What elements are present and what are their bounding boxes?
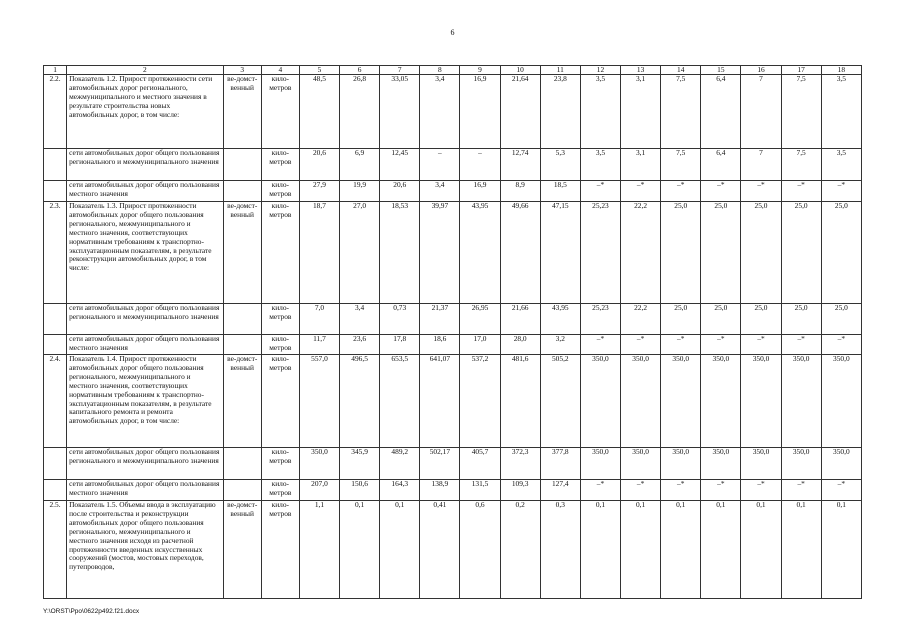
value-cell: –* bbox=[580, 480, 620, 501]
value-cell: –* bbox=[580, 181, 620, 202]
value-cell: 22,2 bbox=[621, 202, 661, 304]
value-cell: 3,5 bbox=[580, 149, 620, 181]
indicator-type: ве-домст-венный bbox=[223, 202, 261, 304]
value-cell: –* bbox=[701, 335, 741, 355]
value-cell: 537,2 bbox=[460, 355, 500, 448]
value-cell: 350,0 bbox=[701, 448, 741, 480]
table-row bbox=[44, 448, 862, 480]
value-cell: 3,5 bbox=[821, 75, 861, 149]
value-cell: 22,2 bbox=[621, 304, 661, 335]
value-cell: 0,6 bbox=[460, 501, 500, 599]
value-cell: 350,0 bbox=[661, 355, 701, 448]
value-cell: 138,9 bbox=[420, 480, 460, 501]
value-cell: 377,8 bbox=[540, 448, 580, 480]
value-cell: 481,6 bbox=[500, 355, 540, 448]
table-row bbox=[44, 202, 862, 304]
value-cell: 48,5 bbox=[299, 75, 339, 149]
value-cell: 18,7 bbox=[299, 202, 339, 304]
value-cell: 23,6 bbox=[340, 335, 380, 355]
value-cell: 350,0 bbox=[580, 355, 620, 448]
value-cell: 350,0 bbox=[621, 448, 661, 480]
column-number: 10 bbox=[500, 66, 540, 75]
unit-cell: кило-метров bbox=[261, 335, 299, 355]
row-number: 2.3. bbox=[44, 202, 67, 304]
value-cell: 21,66 bbox=[500, 304, 540, 335]
value-cell: 7 bbox=[741, 75, 781, 149]
value-cell: –* bbox=[741, 480, 781, 501]
value-cell: 26,95 bbox=[460, 304, 500, 335]
value-cell: 12,45 bbox=[380, 149, 420, 181]
value-cell: 25,23 bbox=[580, 304, 620, 335]
value-cell: 25,0 bbox=[781, 304, 821, 335]
value-cell: 23,8 bbox=[540, 75, 580, 149]
value-cell: 7,0 bbox=[299, 304, 339, 335]
value-cell: 350,0 bbox=[661, 448, 701, 480]
value-cell: 0,1 bbox=[701, 501, 741, 599]
indicator-type: ве-домст-венный bbox=[223, 75, 261, 149]
unit-cell: кило-метров bbox=[261, 304, 299, 335]
value-cell: –* bbox=[781, 480, 821, 501]
value-cell: 350,0 bbox=[580, 448, 620, 480]
table-row bbox=[44, 75, 862, 149]
value-cell: 557,0 bbox=[299, 355, 339, 448]
value-cell: 21,64 bbox=[500, 75, 540, 149]
table-row bbox=[44, 304, 862, 335]
value-cell: –* bbox=[661, 480, 701, 501]
value-cell: 7,5 bbox=[661, 149, 701, 181]
row-number bbox=[44, 448, 67, 480]
unit-cell: кило-метров bbox=[261, 75, 299, 149]
value-cell: 350,0 bbox=[781, 448, 821, 480]
value-cell: 25,0 bbox=[781, 202, 821, 304]
value-cell: – bbox=[420, 149, 460, 181]
value-cell: 21,37 bbox=[420, 304, 460, 335]
value-cell: 8,9 bbox=[500, 181, 540, 202]
value-cell: –* bbox=[821, 335, 861, 355]
column-number: 11 bbox=[540, 66, 580, 75]
value-cell: 150,6 bbox=[340, 480, 380, 501]
value-cell: 0,1 bbox=[580, 501, 620, 599]
value-cell: 3,4 bbox=[340, 304, 380, 335]
value-cell: 18,53 bbox=[380, 202, 420, 304]
unit-cell: кило-метров bbox=[261, 202, 299, 304]
indicator-type bbox=[223, 335, 261, 355]
value-cell: 3,4 bbox=[420, 75, 460, 149]
value-cell: 27,9 bbox=[299, 181, 339, 202]
value-cell: 5,3 bbox=[540, 149, 580, 181]
value-cell: 350,0 bbox=[741, 448, 781, 480]
indicator-name: сети автомобильных дорог общего пользования регионального и межмуниципального значения bbox=[67, 448, 224, 480]
value-cell: 39,97 bbox=[420, 202, 460, 304]
value-cell: 489,2 bbox=[380, 448, 420, 480]
row-number bbox=[44, 304, 67, 335]
column-number: 12 bbox=[580, 66, 620, 75]
indicator-type bbox=[223, 181, 261, 202]
indicator-name: Показатель 1.2. Прирост протяженности сети автомобильных дорог регионального, межмуниципального и местного значения в результате строительства новых автомобильных дорог, в том числе: bbox=[67, 75, 224, 149]
table-row bbox=[44, 355, 862, 448]
unit-cell: кило-метров bbox=[261, 355, 299, 448]
indicator-name: сети автомобильных дорог общего пользования местного значения bbox=[67, 335, 224, 355]
value-cell: 350,0 bbox=[781, 355, 821, 448]
column-number: 9 bbox=[460, 66, 500, 75]
value-cell: –* bbox=[821, 480, 861, 501]
table-row bbox=[44, 501, 862, 599]
row-number: 2.5. bbox=[44, 501, 67, 599]
value-cell: 3,1 bbox=[621, 149, 661, 181]
value-cell: 109,3 bbox=[500, 480, 540, 501]
row-number bbox=[44, 335, 67, 355]
value-cell: 0,73 bbox=[380, 304, 420, 335]
value-cell: 25,23 bbox=[580, 202, 620, 304]
unit-cell: кило-метров bbox=[261, 480, 299, 501]
value-cell: 28,0 bbox=[500, 335, 540, 355]
value-cell: 43,95 bbox=[460, 202, 500, 304]
indicator-type: ве-домст-венный bbox=[223, 355, 261, 448]
value-cell: 6,9 bbox=[340, 149, 380, 181]
value-cell: 7,5 bbox=[781, 149, 821, 181]
column-number: 14 bbox=[661, 66, 701, 75]
indicator-name: сети автомобильных дорог общего пользования местного значения bbox=[67, 480, 224, 501]
value-cell: 49,66 bbox=[500, 202, 540, 304]
value-cell: –* bbox=[741, 181, 781, 202]
value-cell: 345,9 bbox=[340, 448, 380, 480]
value-cell: 43,95 bbox=[540, 304, 580, 335]
indicator-type bbox=[223, 149, 261, 181]
column-number: 7 bbox=[380, 66, 420, 75]
column-number: 8 bbox=[420, 66, 460, 75]
value-cell: 26,8 bbox=[340, 75, 380, 149]
value-cell: 11,7 bbox=[299, 335, 339, 355]
value-cell: –* bbox=[741, 335, 781, 355]
value-cell: 6,4 bbox=[701, 75, 741, 149]
value-cell: –* bbox=[781, 335, 821, 355]
value-cell: 350,0 bbox=[741, 355, 781, 448]
value-cell: 33,05 bbox=[380, 75, 420, 149]
indicator-type bbox=[223, 480, 261, 501]
value-cell: 3,4 bbox=[420, 181, 460, 202]
column-number: 1 bbox=[44, 66, 67, 75]
row-number bbox=[44, 181, 67, 202]
column-number: 6 bbox=[340, 66, 380, 75]
row-number: 2.4. bbox=[44, 355, 67, 448]
value-cell: –* bbox=[621, 181, 661, 202]
value-cell: –* bbox=[701, 181, 741, 202]
table-row bbox=[44, 480, 862, 501]
value-cell: –* bbox=[661, 181, 701, 202]
value-cell: 505,2 bbox=[540, 355, 580, 448]
value-cell: –* bbox=[821, 181, 861, 202]
indicator-type bbox=[223, 448, 261, 480]
value-cell: 7,5 bbox=[781, 75, 821, 149]
value-cell: 25,0 bbox=[661, 202, 701, 304]
value-cell: 0,41 bbox=[420, 501, 460, 599]
column-number: 18 bbox=[821, 66, 861, 75]
table-row bbox=[44, 181, 862, 202]
unit-cell: кило-метров bbox=[261, 501, 299, 599]
value-cell: 12,74 bbox=[500, 149, 540, 181]
indicator-name: сети автомобильных дорог общего пользования регионального и межмуниципального значения bbox=[67, 149, 224, 181]
value-cell: 25,0 bbox=[821, 202, 861, 304]
column-number: 16 bbox=[741, 66, 781, 75]
value-cell: 405,7 bbox=[460, 448, 500, 480]
value-cell: –* bbox=[781, 181, 821, 202]
value-cell: 0,1 bbox=[821, 501, 861, 599]
value-cell: 0,3 bbox=[540, 501, 580, 599]
column-number: 13 bbox=[621, 66, 661, 75]
value-cell: 25,0 bbox=[701, 304, 741, 335]
value-cell: 350,0 bbox=[821, 448, 861, 480]
value-cell: 3,1 bbox=[621, 75, 661, 149]
value-cell: 350,0 bbox=[299, 448, 339, 480]
value-cell: 127,4 bbox=[540, 480, 580, 501]
value-cell: 27,0 bbox=[340, 202, 380, 304]
value-cell: 350,0 bbox=[701, 355, 741, 448]
value-cell: 0,2 bbox=[500, 501, 540, 599]
value-cell: –* bbox=[701, 480, 741, 501]
indicators-table bbox=[43, 65, 862, 599]
column-number: 2 bbox=[67, 66, 224, 75]
value-cell: 25,0 bbox=[741, 304, 781, 335]
value-cell: 16,9 bbox=[460, 181, 500, 202]
indicator-name: сети автомобильных дорог общего пользования местного значения bbox=[67, 181, 224, 202]
column-number: 15 bbox=[701, 66, 741, 75]
value-cell: 0,1 bbox=[621, 501, 661, 599]
value-cell: 18,5 bbox=[540, 181, 580, 202]
column-number: 4 bbox=[261, 66, 299, 75]
value-cell: 653,5 bbox=[380, 355, 420, 448]
value-cell: 17,8 bbox=[380, 335, 420, 355]
value-cell: 502,17 bbox=[420, 448, 460, 480]
row-number: 2.2. bbox=[44, 75, 67, 149]
indicator-type: ве-домст-венный bbox=[223, 501, 261, 599]
value-cell: 18,6 bbox=[420, 335, 460, 355]
value-cell: 164,3 bbox=[380, 480, 420, 501]
unit-cell: кило-метров bbox=[261, 149, 299, 181]
value-cell: 16,9 bbox=[460, 75, 500, 149]
value-cell: 372,3 bbox=[500, 448, 540, 480]
indicator-name: сети автомобильных дорог общего пользования регионального и межмуниципального значения bbox=[67, 304, 224, 335]
indicator-name: Показатель 1.5. Объемы ввода в эксплуатацию после строительства и реконструкции автомобильных дорог общего пользования регионального, межмуниципального и местного значения исходя из расчетной протяженности введенных искусственных сооружений (мостов, мостовых переходов, путепроводов, bbox=[67, 501, 224, 599]
value-cell: 350,0 bbox=[821, 355, 861, 448]
value-cell: – bbox=[460, 149, 500, 181]
table-row bbox=[44, 335, 862, 355]
value-cell: 131,5 bbox=[460, 480, 500, 501]
value-cell: –* bbox=[580, 335, 620, 355]
unit-cell: кило-метров bbox=[261, 181, 299, 202]
value-cell: 496,5 bbox=[340, 355, 380, 448]
unit-cell: кило-метров bbox=[261, 448, 299, 480]
value-cell: 641,07 bbox=[420, 355, 460, 448]
value-cell: 6,4 bbox=[701, 149, 741, 181]
indicator-type bbox=[223, 304, 261, 335]
table-row bbox=[44, 149, 862, 181]
value-cell: 47,15 bbox=[540, 202, 580, 304]
row-number bbox=[44, 480, 67, 501]
value-cell: 25,0 bbox=[661, 304, 701, 335]
value-cell: 7,5 bbox=[661, 75, 701, 149]
value-cell: 0,1 bbox=[340, 501, 380, 599]
page-number: 6 bbox=[450, 28, 455, 37]
value-cell: 0,1 bbox=[661, 501, 701, 599]
value-cell: 1,1 bbox=[299, 501, 339, 599]
value-cell: 20,6 bbox=[299, 149, 339, 181]
value-cell: 0,1 bbox=[741, 501, 781, 599]
value-cell: 7 bbox=[741, 149, 781, 181]
value-cell: 25,0 bbox=[821, 304, 861, 335]
value-cell: 17,0 bbox=[460, 335, 500, 355]
row-number bbox=[44, 149, 67, 181]
column-number: 17 bbox=[781, 66, 821, 75]
file-path-footer: Y:\ORST\Ppo\0622p492.f21.docx bbox=[43, 608, 140, 615]
value-cell: 207,0 bbox=[299, 480, 339, 501]
column-number: 5 bbox=[299, 66, 339, 75]
value-cell: –* bbox=[621, 335, 661, 355]
column-number-row bbox=[44, 66, 862, 75]
indicator-name: Показатель 1.3. Прирост протяженности автомобильных дорог общего пользования регионального, межмуниципального и местного значения, соответствующих нормативным требованиям к транспортно-эксплуатационным показателям, в результате реконструкции автомобильных дорог, в том числе: bbox=[67, 202, 224, 304]
value-cell: 3,5 bbox=[580, 75, 620, 149]
value-cell: 350,0 bbox=[621, 355, 661, 448]
value-cell: –* bbox=[661, 335, 701, 355]
value-cell: 19,9 bbox=[340, 181, 380, 202]
value-cell: –* bbox=[621, 480, 661, 501]
value-cell: 0,1 bbox=[781, 501, 821, 599]
indicator-name: Показатель 1.4. Прирост протяженности автомобильных дорог общего пользования регионального, межмуниципального и местного значения, соответствующих нормативным требованиям к транспортно-эксплуатационным показателям, в результате капитального ремонта и ремонта автомобильных дорог, в том числе: bbox=[67, 355, 224, 448]
value-cell: 25,0 bbox=[701, 202, 741, 304]
value-cell: 0,1 bbox=[380, 501, 420, 599]
value-cell: 3,5 bbox=[821, 149, 861, 181]
value-cell: 25,0 bbox=[741, 202, 781, 304]
value-cell: 3,2 bbox=[540, 335, 580, 355]
column-number: 3 bbox=[223, 66, 261, 75]
value-cell: 20,6 bbox=[380, 181, 420, 202]
